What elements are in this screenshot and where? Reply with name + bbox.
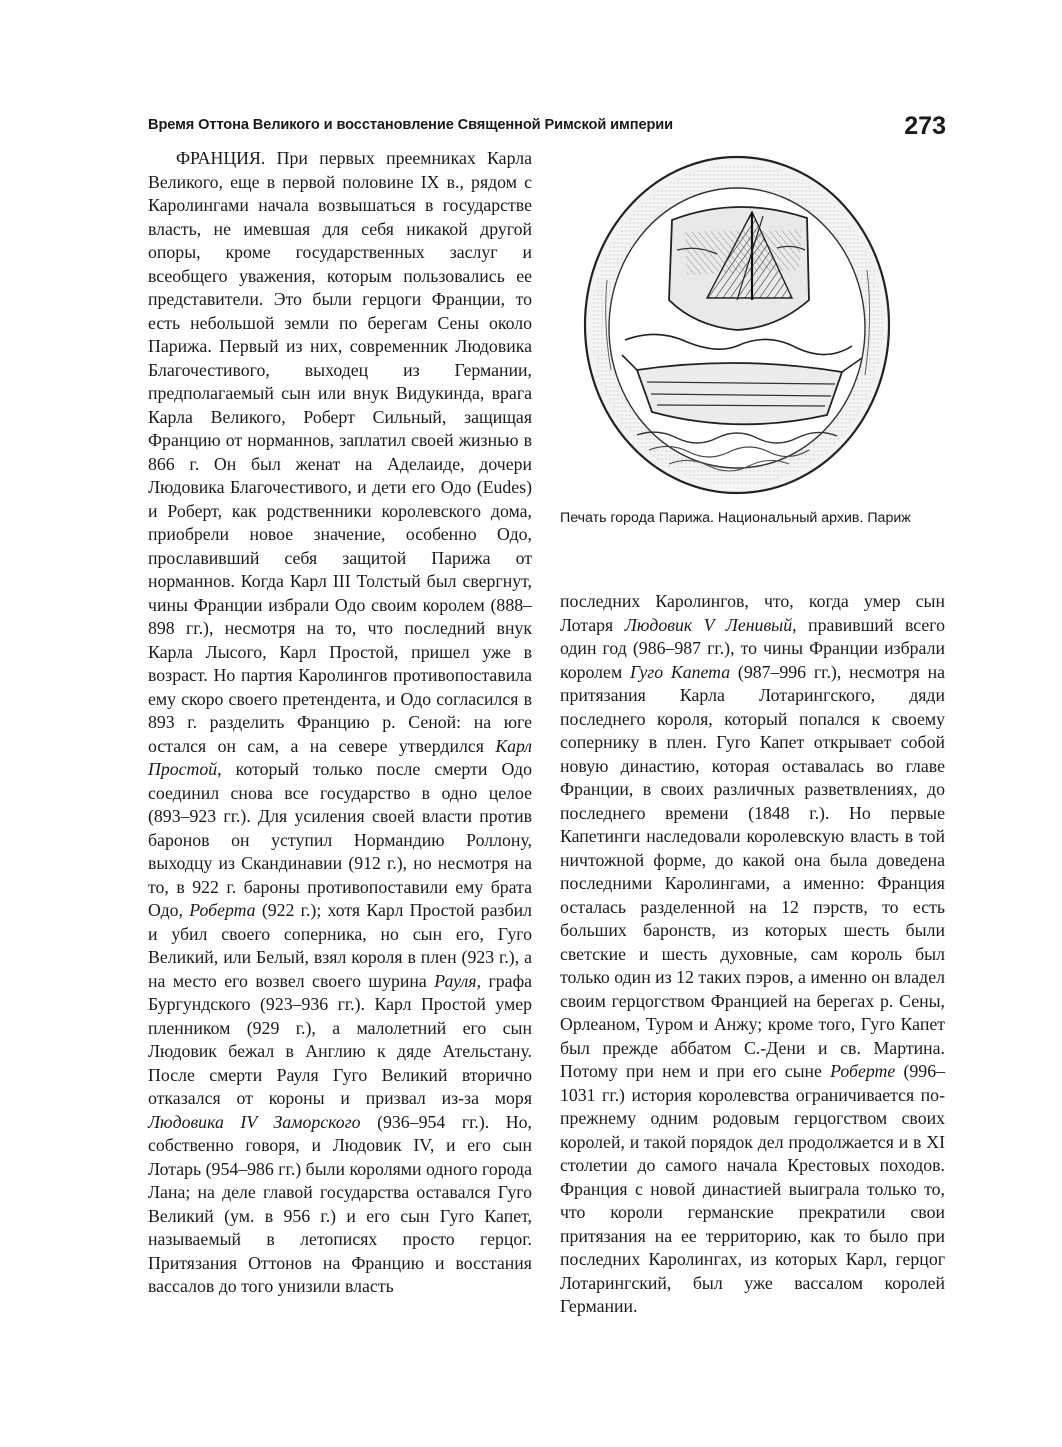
right-paragraph: [560, 590, 945, 1319]
left-paragraph: [148, 147, 532, 1299]
emphasis-name: Гуго Капета: [630, 661, 731, 682]
emphasis-name: Карл Простой: [148, 735, 532, 779]
text-run: , который только после смерти Одо соединил снова все государство в одно целое (893–923 гг.). Для усиления своей власти против баронов он уступил Нормандию Роллону, выходцу из Скандинавии (912 г.), но несмотря на то, в 922 г. бароны противопоставили ему брата Одо,: [148, 759, 532, 920]
text-run: (922 г.); хотя Карл Простой разбил и убил своего соперника, но сын его, Гуго Великий, или Белый, взял короля в плен (923 г.), а на место его возвел своего шурина: [148, 900, 532, 991]
text-run: , графа Бургундского (923–936 гг.). Карл Простой умер пленником (929 г.), а малолетний его сын Людовик бежал в Англию к дяде Ательстану. После смерти Рауля Гуго Великий вторично отказался от короны и призвал из-за моря: [148, 970, 532, 1108]
text-run: (987–996 гг.), несмотря на притязания Карла Лотарингского, дяди последнего короля, который попался к своему сопернику в плен. Гуго Капет открывает собой новую династию, которая оставалась во главе Франции, в своих различных разветвлениях, до последнего времени (1848 г.). Но первые Капетинги наследовали королевскую власть в той ничтожной форме, до какой она была доведена последними Каролингами, а именно: Франция осталась разделенной на 12 пэрств, то есть больших баронств, из которых шесть были светские и шесть духовные, сам король был только один из 12 таких пэров, а именно он владел своим герцогством Францией на берегах р. Сены, Орлеаном, Туром и Анжу; кроме того, Гуго Капет был прежде аббатом С.-Дени и св. Мартина. Потому при нем и при его сыне: [560, 661, 945, 1081]
page-number: 273: [904, 112, 946, 140]
emphasis-name: Роберте: [830, 1061, 896, 1081]
emphasis-name: Людовик V Ленивый: [624, 614, 793, 635]
emphasis-name: Роберта: [189, 900, 256, 920]
figure-caption: Печать города Парижа. Национальный архив. Париж: [560, 510, 911, 526]
left-column: [148, 147, 532, 1299]
text-run: последних Каролингов, что, когда умер сын Лотаря: [560, 591, 945, 635]
emphasis-name: Людовика IV Заморского: [148, 1111, 361, 1132]
text-run: (936–954 гг.). Но, собственно говоря, и Людовик IV, и его сын Лотарь (954–986 гг.) были королями одного города Лана; на деле главой государства оставался Гуго Великий (ум. в 956 г.) и его сын Гуго Капет, называемый в летописях просто герцог. Притязания Оттонов на Францию и восстания вассалов до того унизили власть: [148, 1111, 532, 1296]
text-run: (996–1031 гг.) история королевства ограничивается по-прежнему одним родовым герцогством своих королей, и такой порядок дел продолжается и в XI столетии до самого начала Крестовых походов. Франция с новой династией выиграла только то, что короли германские прекратили свои притязания на ее территорию, как то было при последних Каролингах, из которых Карл, герцог Лотарингский, был уже вассалом королей Германии.: [560, 1061, 945, 1316]
text-run: , правивший всего один год (986–987 гг.), то чины Франции избрали королем: [560, 614, 946, 682]
right-column: [560, 590, 945, 1319]
text-run: ФРАНЦИЯ. При первых преемниках Карла Великого, еще в первой половине IX в., рядом с Каролингами начала возвышаться в государстве власть, не имевшая для себя никакой другой опоры, кроме государственных заслуг и всеобщего уважения, которым пользовались ее представители. Это были герцоги Франции, то есть небольшой земли по берегам Сены около Парижа. Первый из них, современник Людовика Благочестивого, выходец из Германии, предполагаемый сын или внук Видукинда, врага Карла Великого, Роберт Сильный, защищая Францию от норманнов, заплатил своей жизнью в 866 г. Он был женат на Аделаиде, дочери Людовика Благочестивого, и дети его Одо (Eudes) и Роберт, как родственники королевского дома, приобрели новое значение, особенно Одо, прославивший себя защитой Парижа от норманнов. Когда Карл III Толстый был свергнут, чины Франции избрали Одо своим королем (888–898 гг.), несмотря на то, что последний внук Карла Лысого, Карл Простой, пришел уже в возраст. Но партия Каролингов противопоставила ему скоро своего претендента, и Одо согласился в 893 г. разделить Францию р. Сеной: на юге остался он сам, а на севере утвердился: [148, 148, 532, 756]
emphasis-name: Рауля: [434, 970, 477, 991]
running-title: Время Оттона Великого и восстановление Священной Римской империи: [148, 117, 674, 133]
paris-seal-illustration: [577, 150, 897, 500]
